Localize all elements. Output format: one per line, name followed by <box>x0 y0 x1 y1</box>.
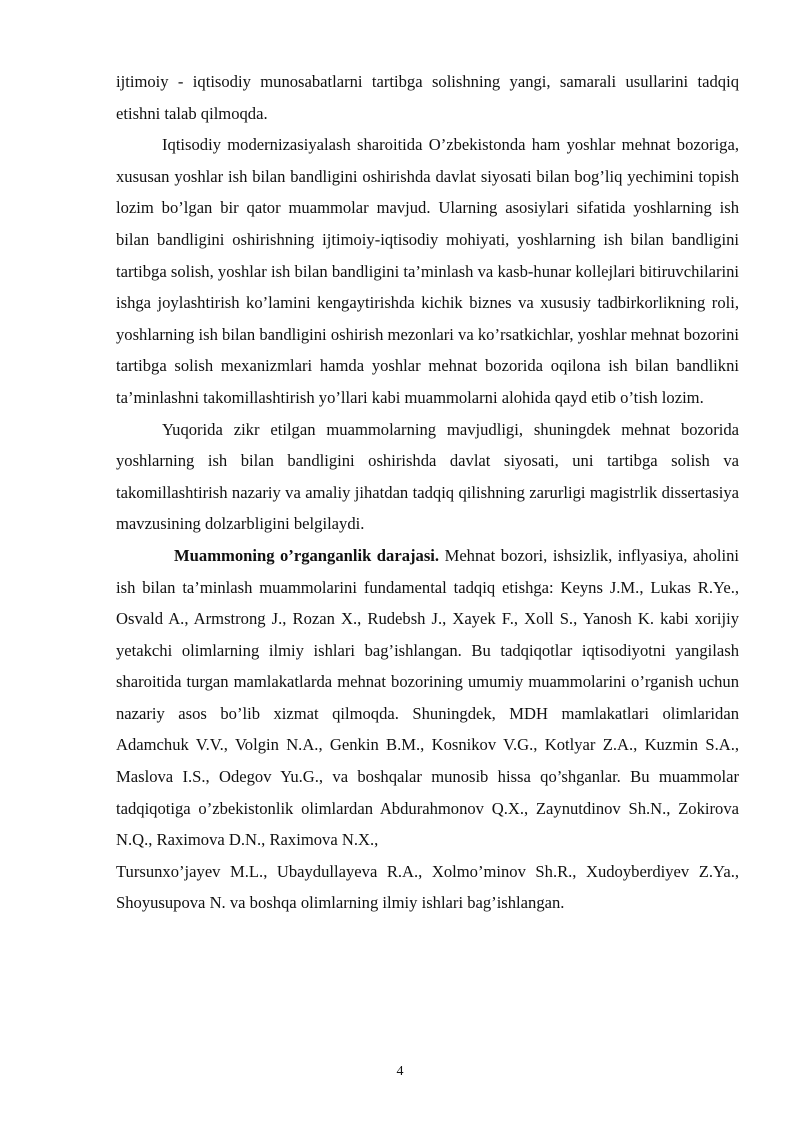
paragraph-authors-continuation: Tursunxo’jayev M.L., Ubaydullayeva R.A., Xolmo’minov Sh.R., Xudoyberdiyev Z.Ya., Shoyusupova N. va boshqa olimlarning ilmiy ishlari bag’ishlangan. <box>116 861 739 913</box>
paragraph-literature-text: Mehnat bozori, ishsizlik, inflyasiya, aholini ish bilan ta’minlash muammolarini fundamental tadqiq etishga: Keyns J.M., Lukas R.Ye., Osvald A., Armstrong J., Rozan X., Rudebsh J., Xayek F., Xoll S., Yanosh K. kabi xorijiy yetakchi olimlarning ilmiy ishlari bag’ishlangan. Bu tadqiqotlar iqtisodiyotni yangilash sharoitida turgan mamlakatlarda mehnat bozorining umumiy muammolarini o’rganish uchun nazariy asos bo’lib xizmat qilmoqda. Shuningdek, MDH mamlakatlari olimlaridan Adamchuk V.V., Volgin N.A., Genkin B.M., Kosnikov V.G., Kotlyar Z.A., Kuzmin S.A., Maslova I.S., Odegov Yu.G., va boshqalar munosib hissa qo’shganlar. Bu muammolar tadqiqotiga o’zbekistonlik olimlardan Abdurahmonov Q.X., Zaynutdinov Sh.N., Zokirova N.Q., Raximova D.N., Raximova N.X., <box>116 545 739 850</box>
paragraph-intro-continuation: ijtimoiy - iqtisodiy munosabatlarni tartibga solishning yangi, samarali usullarini tadqiq etishni talab qilmoqda. <box>116 72 739 123</box>
section-heading-study-level: Muammoning o’rganganlik darajasi. <box>174 545 440 565</box>
page-number: 4 <box>396 1064 404 1079</box>
paragraph-problems: Iqtisodiy modernizasiyalash sharoitida O’zbekistonda ham yoshlar mehnat bozoriga, xususan yoshlar ish bilan bandligini oshirishda davlat siyosati bilan bog’liq yechimini topish lozim bo’lgan bir qator muammolar mavjud. Ularning asosiylari sifatida yoshlarning ish bilan bandligini oshirishning ijtimoiy-iqtisodiy mohiyati, yoshlarning ish bilan bandligini tartibga solish, yoshlar ish bilan bandligini ta’minlash va kasb-hunar kollejlari bitiruvchilarini ishga joylashtirish ko’lamini kengaytirishda kichik biznes va xususiy tadbirkorlikning roli, yoshlarning ish bilan bandligini oshirish mezonlari va ko’rsatkichlar, yoshlar mehnat bozorini tartibga solish mexanizmlari hamda yoshlar mehnat bozorida oqilona ish bilan bandlikni ta’minlashni takomillashtirish yo’llari kabi muammolarni alohida qayd etib o’tish lozim. <box>116 135 739 407</box>
paragraph-relevance: Yuqorida zikr etilgan muammolarning mavjudligi, shuningdek mehnat bozorida yoshlarning ish bilan bandligini oshirishda davlat siyosati, uni tartibga solish va takomillashtirish nazariy va amaliy jihatdan tadqiq qilishning zarurligi magistrlik dissertasiya mavzusining dolzarbligini belgilaydi. <box>116 419 739 534</box>
document-page <box>116 66 739 919</box>
paragraph-literature-review <box>116 540 739 856</box>
